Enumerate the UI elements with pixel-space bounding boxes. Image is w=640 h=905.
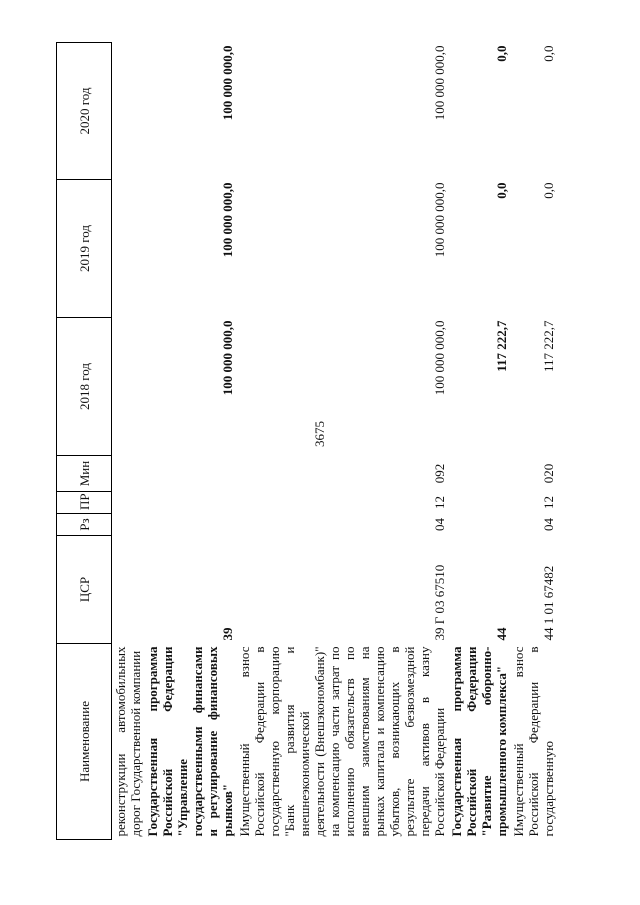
row-min: 020 — [541, 463, 556, 484]
row-rz: 04 — [432, 518, 447, 531]
row-csr — [112, 536, 145, 644]
row-pr: 12 — [541, 496, 556, 509]
header-rz: Рз — [57, 514, 112, 536]
budget-table — [56, 42, 557, 840]
row-name: реконструкции автомобильных дорог Государственной компании — [113, 646, 143, 837]
header-2019: 2019 год — [57, 180, 112, 318]
row-2019: 0,0 — [541, 182, 556, 199]
table-row — [510, 43, 557, 840]
row-min — [448, 456, 510, 492]
row-2020: 100 000 000,0 — [432, 45, 447, 121]
row-rz — [112, 514, 145, 536]
row-rz — [144, 514, 236, 536]
row-pr — [112, 492, 145, 514]
row-name: Имущественный взнос Российской Федерации в государственную корпорацию "Банк развития и внешнеэкономической деятельности (Внешэкономбанк)" на компенсацию части затрат по исполнению обязательств по внешним заимствованиям на рынках капитала и компенсацию убытков, возникающих в результате безвозмездной передачи активов в казну Российской Федерации — [237, 646, 447, 837]
row-2018: 100 000 000,0 — [220, 320, 235, 396]
row-name: Государственная программа Российской Федерации "Управление государственными финансами и регулирование финансовых рынков" — [145, 646, 235, 837]
table-row — [448, 43, 510, 840]
row-2020 — [112, 43, 145, 180]
row-2018: 117 222,7 — [541, 320, 556, 373]
row-2018: 100 000 000,0 — [432, 320, 447, 396]
row-2019: 100 000 000,0 — [432, 182, 447, 258]
row-2019 — [112, 180, 145, 318]
row-min — [112, 456, 145, 492]
page-number: 3675 — [312, 421, 327, 447]
table-row — [236, 43, 448, 840]
row-csr: 44 — [494, 627, 509, 641]
header-pr: ПР — [57, 492, 112, 514]
row-pr — [448, 492, 510, 514]
header-2018: 2018 год — [57, 318, 112, 456]
row-2020: 100 000 000,0 — [220, 45, 235, 121]
row-rz — [448, 514, 510, 536]
table-row — [144, 43, 236, 840]
header-min: Мин — [57, 456, 112, 492]
header-2020: 2020 год — [57, 43, 112, 180]
row-min — [144, 456, 236, 492]
row-csr: 39 — [220, 627, 235, 641]
table-row — [112, 43, 145, 840]
header-name: Наименование — [57, 644, 112, 840]
row-2019: 100 000 000,0 — [220, 182, 235, 258]
row-name: Имущественный взнос Российской Федерации в государственную — [511, 646, 556, 837]
row-2018: 117 222,7 — [494, 320, 509, 372]
row-rz: 04 — [541, 518, 556, 531]
row-csr: 44 1 01 67482 — [541, 565, 556, 641]
header-csr: ЦСР — [57, 536, 112, 644]
table-header-row — [57, 43, 112, 840]
row-2020: 0,0 — [494, 45, 509, 62]
row-pr — [144, 492, 236, 514]
row-csr: 39 Г 03 67510 — [432, 564, 447, 641]
row-2018 — [112, 318, 145, 456]
row-2020: 0,0 — [541, 45, 556, 62]
row-min: 092 — [432, 463, 447, 484]
row-2019: 0,0 — [494, 182, 509, 199]
row-name: Государственная программа Российской Федерации "Развитие оборонно-промышленного комплекса" — [449, 646, 509, 837]
row-pr: 12 — [432, 496, 447, 509]
